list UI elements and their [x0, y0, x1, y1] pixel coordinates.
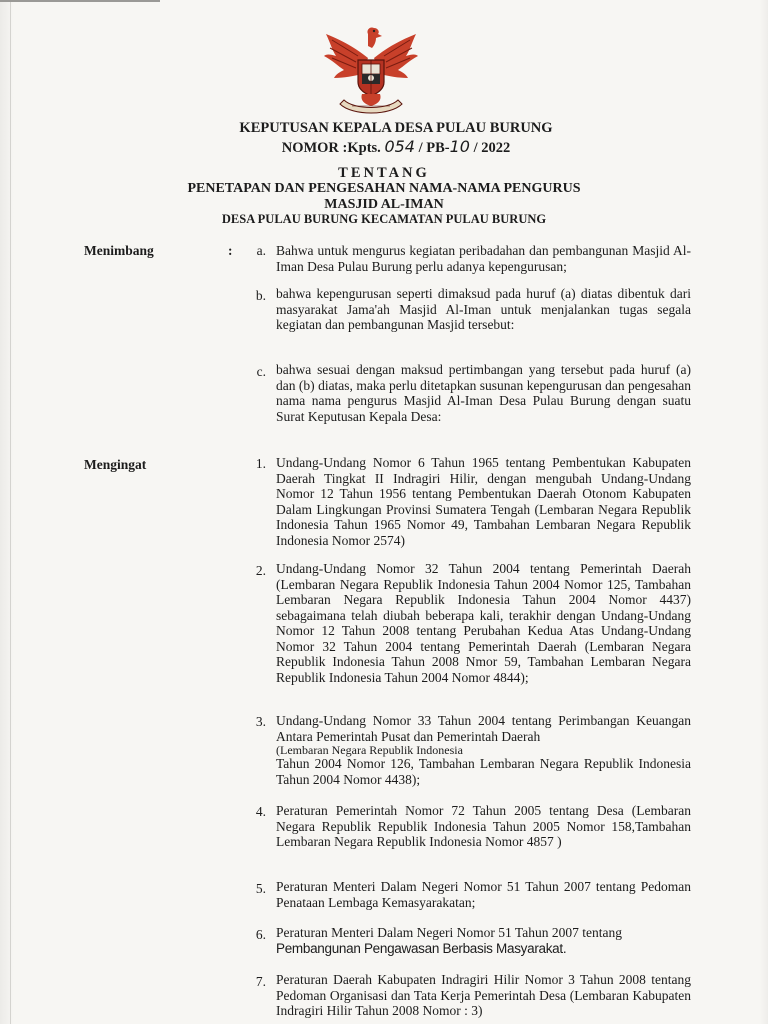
- mengingat-mark-6: 6.: [255, 927, 266, 942]
- subject-line-3: DESA PULAU BURUNG KECAMATAN PULAU BURUNG: [221, 212, 547, 226]
- mengingat-item-3-part-b: (Lembaran Negara Republik Indonesia: [276, 743, 463, 757]
- menimbang-item-c: bahwa sesuai dengan maksud pertimbangan yang tersebut pada huruf (a) dan (b) diatas, maka perlu ditetapkan susunan kepengurusan dan pengesahan nama nama pengurus Masjid Al-Iman Desa Pulau Burung dengan suatu Surat Keputusan Kepala Desa:: [276, 362, 691, 424]
- mengingat-item-3-part-a: Undang-Undang Nomor 33 Tahun 2004 tentang Perimbangan Keuangan Antara Pemerintah Pusat dan Pemerintah Daerah: [276, 713, 691, 744]
- mengingat-item-2: Undang-Undang Nomor 32 Tahun 2004 tentang Pemerintah Daerah (Lembaran Negara Republik Indonesia Tahun 2004 Nomor 125, Tambahan Lembaran Negara Republik Indonesia Tahun 2004 Nomor 4437) sebagaimana telah diubah beberapa kali, terakhir dengan Undang-Undang Nomor 12 Tahun 2008 tentang Perubahan Kedua Atas Undang-Undang Nomor 32 Tahun 2004 tentang Pemerintah Daerah (Lembaran Negara Republik Indonesia Tahun 2008 Nmor 59, Tambahan Lembaran Negara Republik Indonesia Tahun 2004 Nomor 4844);: [276, 561, 691, 685]
- decree-number-handwritten: 054: [384, 137, 415, 156]
- decree-number-suffix: / 2022: [473, 140, 511, 156]
- decree-title: KEPUTUSAN KEPALA DESA PULAU BURUNG: [239, 120, 553, 136]
- decree-number: [12, 137, 768, 157]
- menimbang-label: Menimbang: [84, 243, 154, 258]
- mengingat-mark-1: 1.: [255, 456, 266, 471]
- mengingat-item-4: Peraturan Pemerintah Nomor 72 Tahun 2005 tentang Desa (Lembaran Negara Republik Republik Indonesia Tahun 2005 Nomor 158,Tambahan Lembaran Negara Republik Indonesia Nomor 4857 ): [276, 803, 691, 849]
- decree-number-mid: / PB-: [418, 140, 450, 156]
- mengingat-mark-5: 5.: [255, 881, 266, 896]
- decree-month-handwritten: 10: [449, 137, 470, 156]
- garuda-emblem-icon: [318, 20, 424, 116]
- mengingat-item-3: [276, 713, 691, 787]
- mengingat-mark-4: 4.: [255, 804, 266, 819]
- menimbang-item-b: bahwa kepengurusan seperti dimaksud pada huruf (a) diatas dibentuk dari masyarakat Jama'ah Masjid Al-Iman untuk menjalankan tugas segala kegiatan dan pembangunan Masjid tersebut:: [276, 286, 691, 332]
- mengingat-item-5: Peraturan Menteri Dalam Negeri Nomor 51 Tahun 2007 tentang Pedoman Penataan Lembaga Kemasyarakatan;: [276, 879, 691, 910]
- subject-line-1: PENETAPAN DAN PENGESAHAN NAMA-NAMA PENGURUS: [187, 181, 581, 196]
- mengingat-item-6-part-a: Peraturan Menteri Dalam Negeri Nomor 51 Tahun 2007 tentang: [276, 925, 622, 940]
- mengingat-label: Mengingat: [84, 457, 147, 472]
- menimbang-mark-b: b.: [255, 288, 266, 303]
- mengingat-mark-7: 7.: [255, 974, 266, 989]
- subject-line-2: MASJID AL-IMAN: [324, 197, 444, 212]
- mengingat-item-3-part-c: Tahun 2004 Nomor 126, Tambahan Lembaran Negara Republik Indonesia Tahun 2004 Nomor 4438);: [276, 756, 691, 787]
- menimbang-colon: :: [228, 243, 233, 258]
- page-edge: [10, 0, 11, 1024]
- mengingat-item-6-part-b: Pembangunan Pengawasan Berbasis Masyarakat.: [276, 940, 567, 956]
- scan-top-edge: [0, 0, 160, 2]
- menimbang-mark-c: c.: [256, 364, 266, 379]
- menimbang-mark-a: a.: [256, 243, 266, 258]
- mengingat-item-1: Undang-Undang Nomor 6 Tahun 1965 tentang Pembentukan Kabupaten Daerah Tingkat II Indragiri Hilir, dengan mengubah Undang-Undang Nomor 12 Tahun 1956 tentang Pembentukan Daerah Otonom Kabupaten Dalam Lingkungan Provinsi Sumatera Tengah (Lembaran Negara Republik Indonesia Tahun 1965 Nomor 49, Tambahan Lembaran Negara Republik Indonesia Nomor 2574): [276, 455, 691, 548]
- mengingat-mark-2: 2.: [255, 563, 266, 578]
- tentang-heading: TENTANG: [338, 165, 430, 181]
- mengingat-item-7: Peraturan Daerah Kabupaten Indragiri Hilir Nomor 3 Tahun 2008 tentang Pedoman Organisasi dan Tata Kerja Pemerintah Desa (Lembaran Kabupaten Indragiri Hilir Tahun 2008 Nomor : 3): [276, 972, 691, 1018]
- menimbang-item-a: Bahwa untuk mengurus kegiatan peribadahan dan pembangunan Masjid Al-Iman Desa Pulau Burung perlu adanya kepengurusan;: [276, 243, 691, 274]
- mengingat-mark-3: 3.: [255, 714, 266, 729]
- decree-number-prefix: NOMOR :Kpts.: [281, 140, 381, 156]
- mengingat-item-6: [276, 925, 691, 956]
